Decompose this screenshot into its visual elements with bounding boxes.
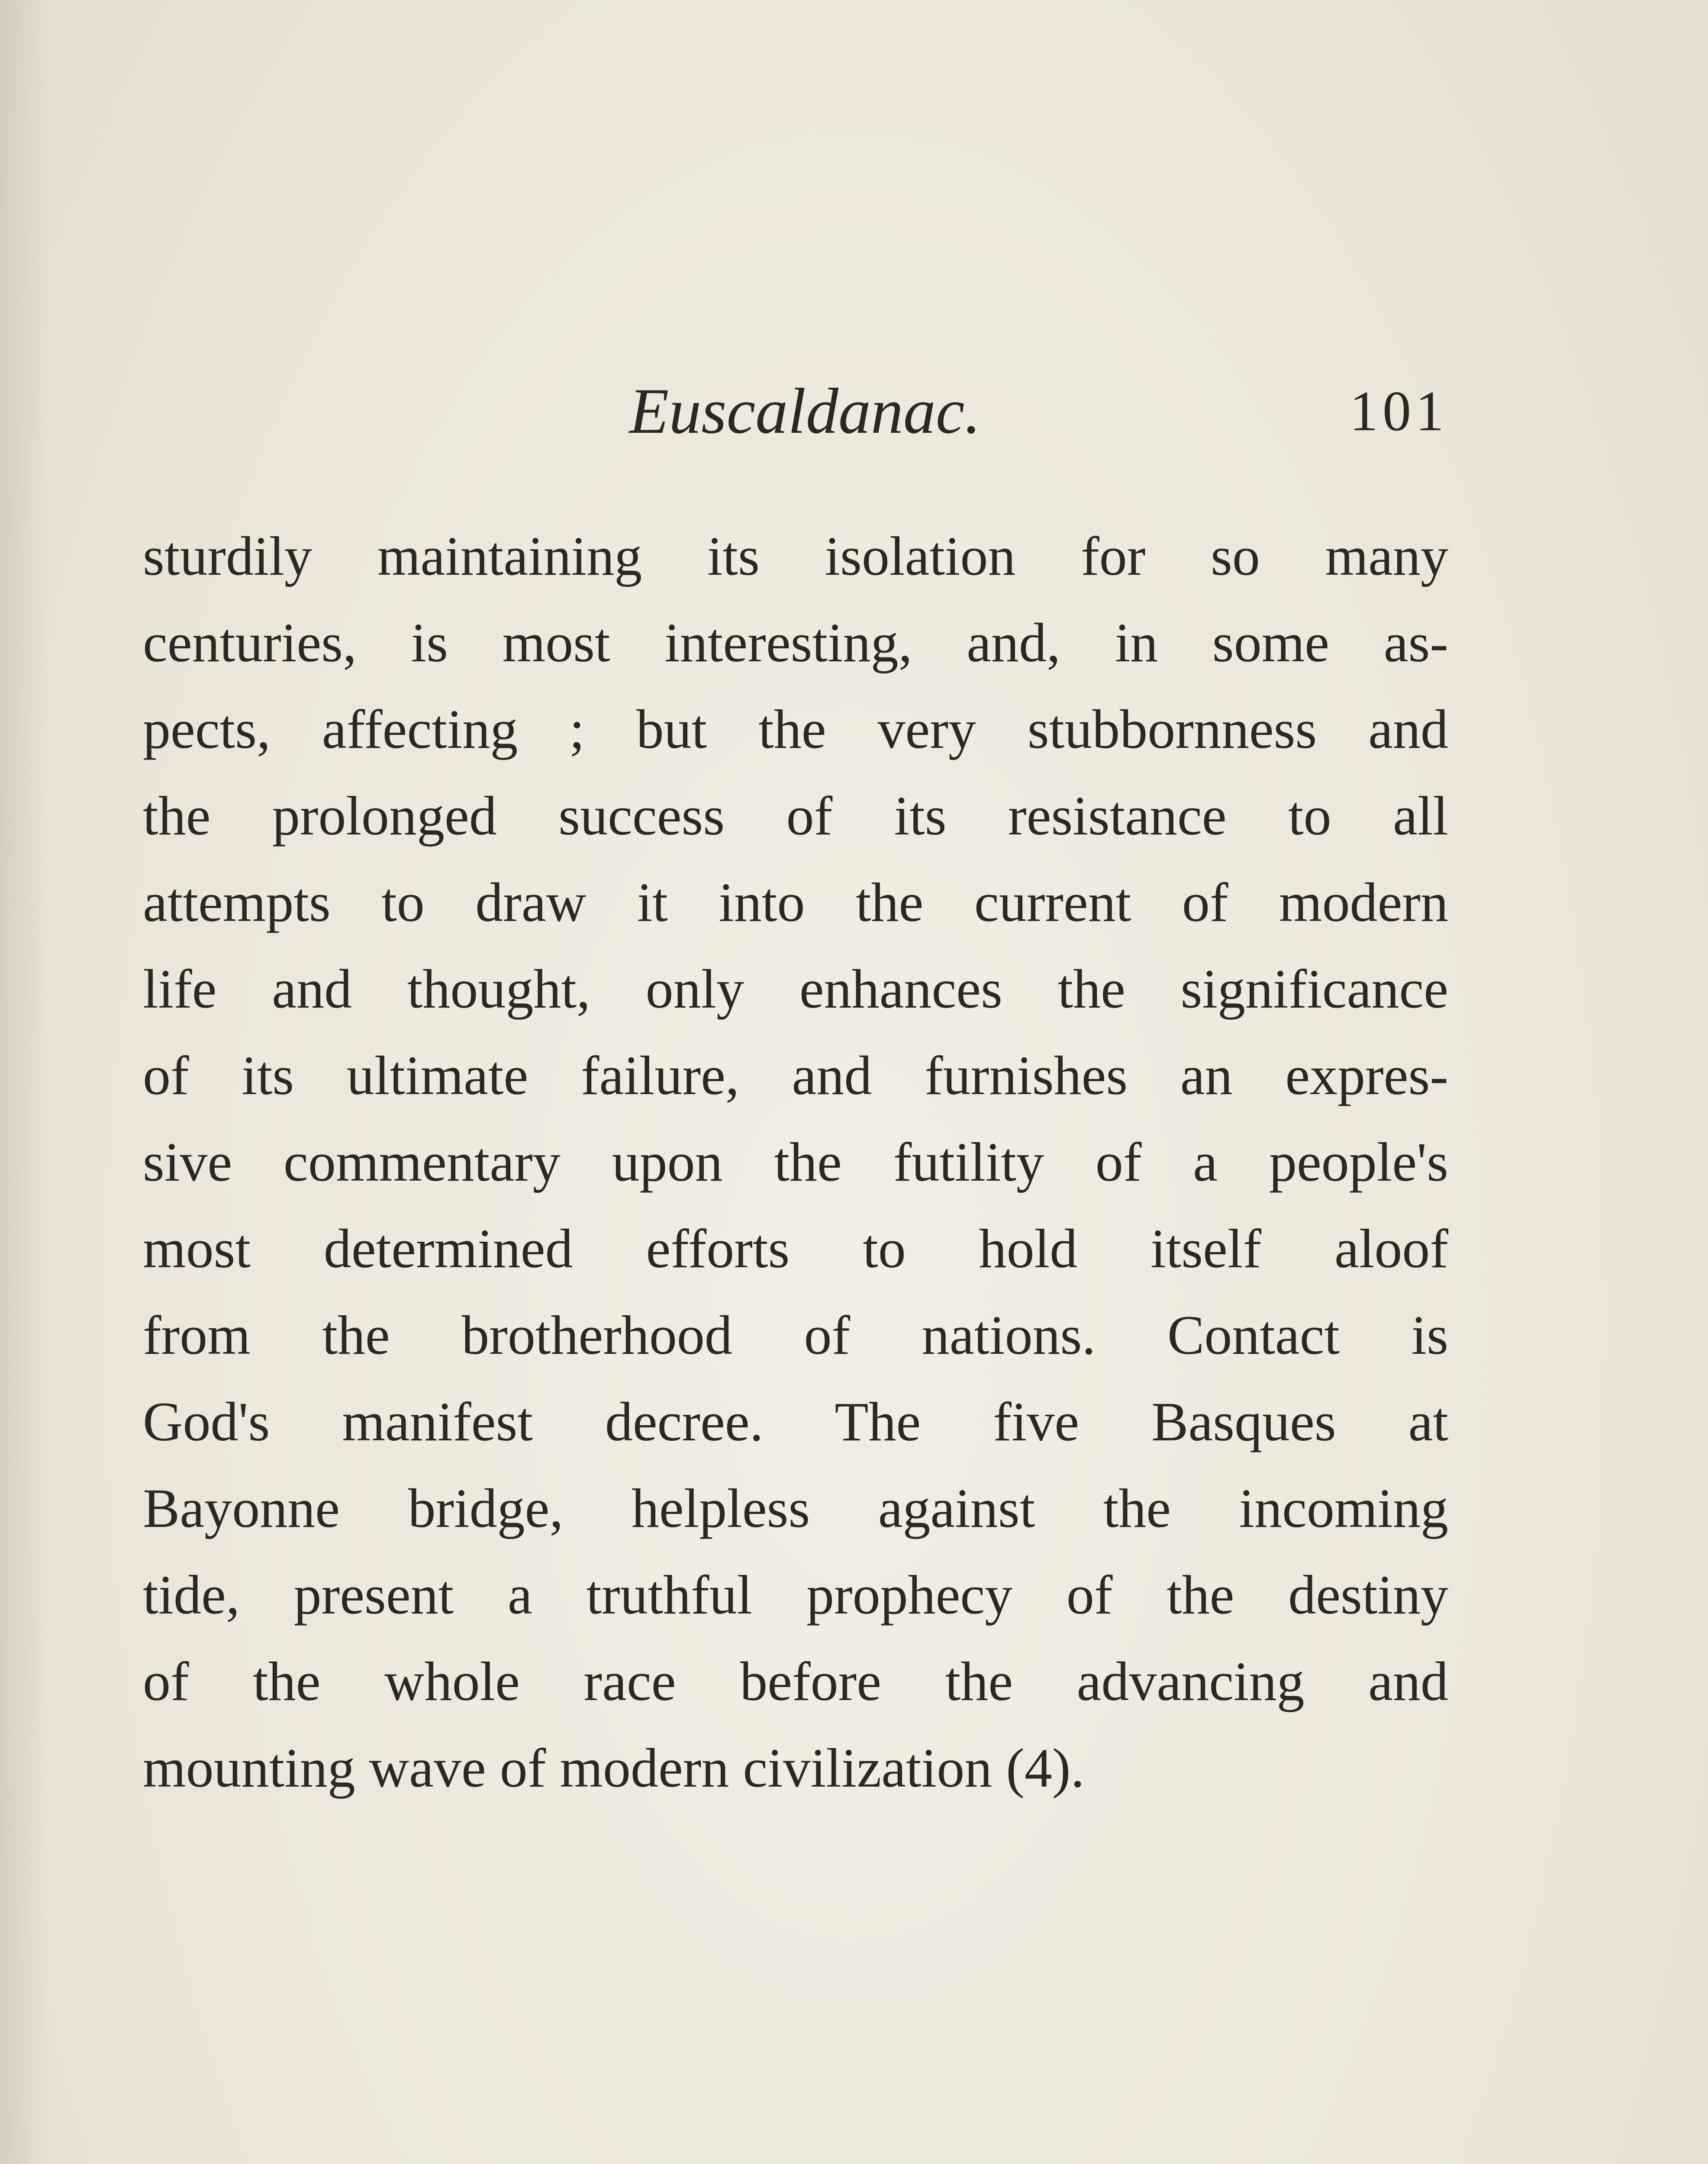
text-line: centuries, is most interesting, and, in some as- xyxy=(143,612,1448,673)
text-line: from the brotherhood of nations. Contact is xyxy=(143,1304,1448,1366)
running-head xyxy=(143,377,1448,446)
text-line: pects, affecting ; but the very stubbornness and xyxy=(143,699,1448,760)
text-line: life and thought, only enhances the significance xyxy=(143,958,1448,1020)
text-line: of its ultimate failure, and furnishes an expres- xyxy=(143,1045,1448,1106)
text-line: of the whole race before the advancing and xyxy=(143,1651,1448,1712)
text-line: attempts to draw it into the current of modern xyxy=(143,872,1448,933)
text-line: sturdily maintaining its isolation for so many xyxy=(143,525,1448,587)
text-line: the prolonged success of its resistance to all xyxy=(143,785,1448,847)
text-line: sive commentary upon the futility of a people's xyxy=(143,1131,1448,1193)
text-line: Bayonne bridge, helpless against the incoming xyxy=(143,1478,1448,1539)
page-number: 101 xyxy=(1350,379,1448,443)
body-text xyxy=(143,513,1448,1811)
text-line: mounting wave of modern civilization (4). xyxy=(143,1737,1085,1799)
text-line: tide, present a truthful prophecy of the destiny xyxy=(143,1564,1448,1626)
text-line: most determined efforts to hold itself aloof xyxy=(143,1218,1448,1279)
text-line: God's manifest decree. The five Basques at xyxy=(143,1391,1448,1452)
gutter-shadow xyxy=(0,0,52,2164)
running-title: Euscaldanac. xyxy=(629,375,981,447)
